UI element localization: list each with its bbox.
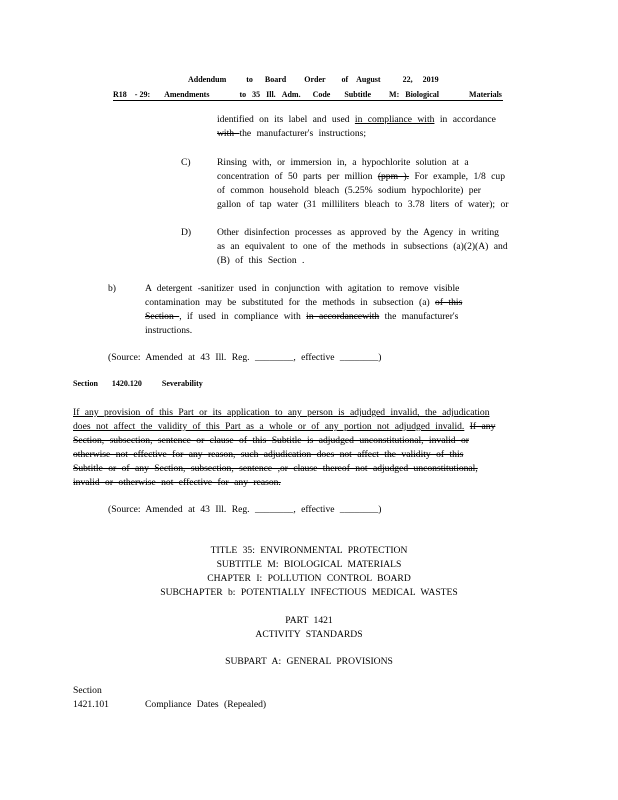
title-line: TITLE 35: ENVIRONMENTAL PROTECTION — [210, 545, 408, 556]
deleted-text: (ppm ). — [377, 171, 410, 182]
header-word: Adm. — [281, 90, 301, 99]
section-label: Section — [73, 379, 98, 388]
para-line — [217, 127, 366, 141]
section-number: 1420.120 — [111, 379, 142, 388]
item-c-line: of common household bleach (5.25% sodium hypochlorite) per — [217, 185, 481, 196]
severability-line: invalid or otherwise not effective for any reason. — [73, 477, 281, 488]
severability-line: If any provision of this Part or its application to any person is adjudged invalid, the adjudication — [73, 407, 490, 418]
item-b-line: A detergent -sanitizer used in conjunction with agitation to remove visible — [145, 283, 460, 294]
header-word: Order — [304, 75, 326, 84]
section-list-heading: Section — [73, 685, 102, 696]
source-note: (Source: Amended at 43 Ill. Reg. ________, effective ________) — [108, 504, 382, 515]
item-d-label: D) — [181, 227, 192, 238]
item-b-line — [145, 310, 458, 324]
header-word: Addendum — [188, 75, 227, 84]
inserted-text: in compliance with — [354, 114, 435, 125]
chapter-line: CHAPTER I: POLLUTION CONTROL BOARD — [207, 573, 411, 584]
deleted-text: in accordancewith — [306, 311, 380, 322]
header-word: August — [356, 75, 381, 84]
header-rule — [113, 100, 503, 101]
severability-line: otherwise not effective for any reason, such adjudication does not affect the validity of this — [73, 449, 464, 460]
item-c-line — [217, 170, 505, 184]
item-c-line: gallon of tap water (31 milliliters bleach to 3.78 liters of water); or — [217, 199, 509, 210]
header-word: to — [239, 90, 247, 99]
deleted-text: If any — [469, 421, 496, 432]
subtitle-line: SUBTITLE M: BIOLOGICAL MATERIALS — [216, 559, 402, 570]
header-word: Materials — [469, 90, 502, 99]
text-run: concentration of 50 parts per million — [217, 171, 378, 182]
deleted-text: Section — [145, 311, 180, 322]
header-word: Biological — [405, 90, 440, 99]
text-run: For example, 1/8 cup — [409, 171, 505, 182]
text-run: , if used in compliance with — [179, 311, 307, 322]
item-d-line: (B) of this Section . — [217, 255, 305, 266]
header-word: Board — [264, 75, 287, 84]
subchapter-line: SUBCHAPTER b: POTENTIALLY INFECTIOUS MEDICAL WASTES — [160, 587, 458, 598]
item-b-line: instructions. — [145, 325, 193, 336]
header-word: R18 — [113, 90, 127, 99]
para-line — [217, 113, 496, 127]
header-word: Amendments — [164, 90, 210, 99]
text-run: contamination may be substituted for the methods in subsection (a) — [145, 297, 436, 308]
text-run: the manufacturer's — [379, 311, 459, 322]
item-c-label: C) — [181, 157, 191, 168]
header-word: to — [246, 75, 253, 84]
deleted-text: of this — [435, 297, 463, 308]
source-note: (Source: Amended at 43 Ill. Reg. ________, effective ________) — [108, 352, 382, 363]
item-d-line: as an equivalent to one of the methods in subsections (a)(2)(A) and — [217, 241, 508, 252]
header-word: 35 — [252, 90, 261, 99]
inserted-text: does not affect the validity of this Part as a whole or of any portion not adjudged invalid. — [73, 421, 465, 432]
text-run: in accordance — [434, 114, 496, 125]
header-word: Code — [312, 90, 331, 99]
section-list-name: Compliance Dates (Repealed) — [145, 699, 267, 710]
item-b-label: b) — [108, 283, 116, 294]
section-name: Severability — [161, 379, 203, 388]
item-c-line: Rinsing with, or immersion in, a hypochlorite solution at a — [217, 157, 469, 168]
header-word: Ill. — [266, 90, 276, 99]
text-run: identified on its label and used — [217, 114, 355, 125]
part-line: PART 1421 — [285, 615, 333, 626]
text-run: the manufacturer's instructions; — [239, 128, 367, 139]
header-word: M: — [389, 90, 400, 99]
header-word: Subtitle — [344, 90, 372, 99]
header-word: 22, — [402, 75, 413, 84]
item-b-line — [145, 296, 462, 310]
header-word: of — [341, 75, 349, 84]
header-word: - 29: — [134, 90, 151, 99]
deleted-text: with — [217, 128, 240, 139]
header-line-2 — [113, 90, 502, 99]
header-word: 2019 — [422, 75, 439, 84]
item-d-line: Other disinfection processes as approved by the Agency in writing — [217, 227, 499, 238]
subpart-line: SUBPART A: GENERAL PROVISIONS — [225, 656, 393, 667]
severability-line: Subtitle or of any Section, subsection, sentence ,or clause thereof not adjudged unconstitutional, — [73, 463, 478, 474]
header-line-1 — [188, 75, 439, 84]
section-list-number: 1421.101 — [73, 699, 109, 710]
part-title-line: ACTIVITY STANDARDS — [255, 629, 363, 640]
severability-line: Section, subsection, sentence or clause of this Subtitle is adjudged unconstitutional, invalid or — [73, 435, 469, 446]
severability-line — [73, 420, 495, 434]
section-heading — [73, 379, 203, 388]
